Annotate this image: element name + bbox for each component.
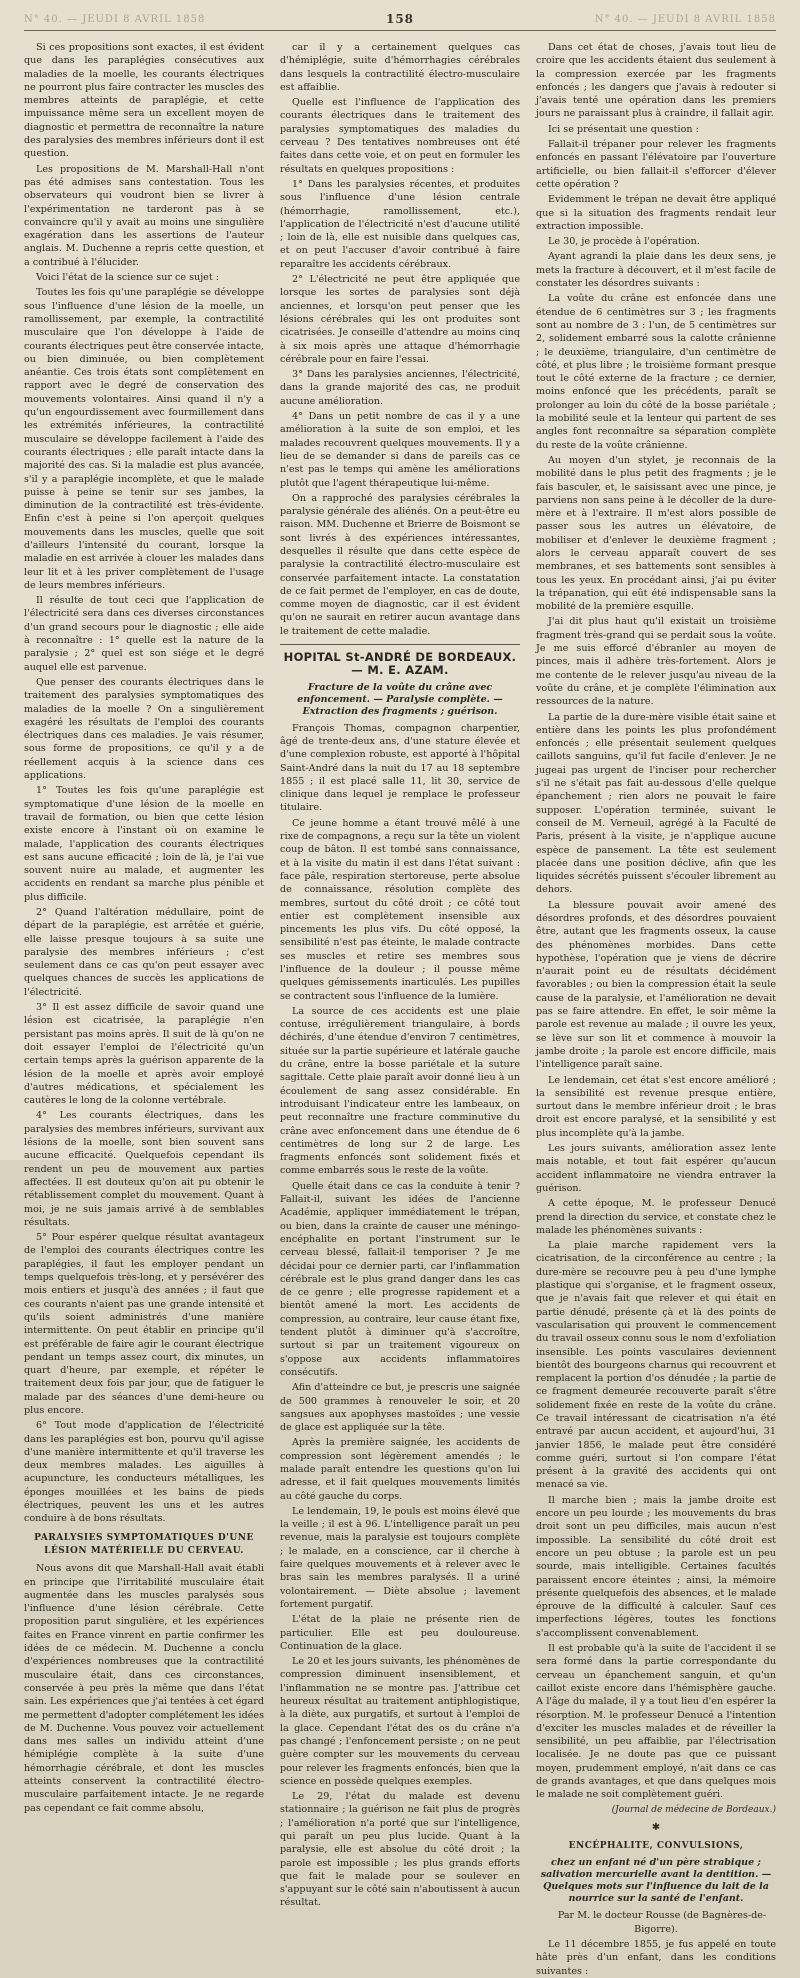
paragraph: Le 30, je procède à l'opération. — [548, 236, 700, 248]
paragraph: Ayant agrandi la plaie dans les deux sens, je mets la fracture à découvert, et il m'est facile de constater les désordres suivants : — [536, 251, 776, 290]
paragraph: Les propositions de M. Marshall-Hall n'ont pas été admises sans contestation. Tous les observateurs qui voudront bien se livrer à l'expérimentation ne tarderont pas à se convaincre qu'il y avait au moins une singulière exagération dans les assertions de l'auteur anglais. M. Duchenne a repris cette question, et a contribué à l'élucider. — [24, 163, 264, 268]
paragraph: 4° Dans un petit nombre de cas il y a une amélioration à la suite de son emploi, et les malades recouvrent quelques mouvements. Il y a lieu de se demander si dans de pareils cas ce n'est pas le temps qui amène les améliorations plutôt que l'agent thérapeutique lui-même. — [280, 411, 520, 489]
paragraph: François Thomas, compagnon charpentier, âgé de trente-deux ans, d'une stature élevée et d'une complexion robuste, est apporté à l'hôpital Saint-André dans la nuit du 17 au 18 septembre 1855 ; il est placé salle 11, lit 30, service de clinique dans lequel je remplace le professeur titulaire. — [280, 722, 520, 814]
paragraph: Le 29, l'état du malade est devenu stationnaire ; la guérison ne fait plus de progrès ; l'amélioration n'a porté que sur l'intelligence, qui paraît un peu plus lucide. Quant à la paralysie, elle est absolue du côté droit ; la parole est impossible ; les plus grands efforts que fait le malade pour se soulever en s'appuyant sur le côté sain n'aboutissent à aucun résultat. — [280, 1791, 520, 1909]
paragraph: 2° L'électricité ne peut être appliquée que lorsque les sortes de paralysies sont déjà anciennes, et lorsqu'on peut penser que les lésions cérébrales qui les ont produites sont cicatrisées. Je conseille d'attendre au moins cinq à six mois après une attaque d'hémorrhagie cérébrale pour en faire l'essai. — [280, 274, 520, 365]
divider — [280, 644, 520, 645]
paragraph: Que penser des courants électriques dans le traitement des paralysies symptomatiques des maladies de la moelle ? On a singulièrement exagéré les résultats de l'emploi des courants électriques dans ces maladies. Je vais résumer, sous forme de propositions, ce qu'il y a de réellement acquis à la science dans ces applications. — [24, 676, 264, 782]
paragraph: Il est probable qu'à la suite de l'accident il se sera formé dans la partie correspondante du cerveau un épanchement sanguin, et qu'un caillot existe encore dans l'hémisphère gauche. A l'âge du malade, il y a tout lieu d'en espérer la résorption. M. le professeur Denucé a l'intention d'exciter les muscles malades et de réveiller la sensibilité, un peu affaiblie, par l'électrisation localisée. Je ne doute pas que ce puissant moyen, prudemment employé, n'ait dans ce cas de grands avantages, et que dans quelques mois le malade ne soit complètement guéri. — [536, 1643, 776, 1801]
column-1-text-2 — [24, 1562, 264, 1815]
paragraph: Nous avons dit que Marshall-Hall avait établi en principe que l'irritabilité musculaire était augmentée dans les muscles paralysés sous l'influence d'une lésion cérébrale. Cette proposition parut singulière, et les expériences faites en France vinrent en partie confirmer les idées de ce médecin. M. Duchenne a conclu d'expériences nombreuses que la contractilité musculaire était, dans ces circonstances, conservée à peu près la même que dans l'état sain. Les expériences que j'ai tentées à cet égard me permettent d'adopter complétement les idées de M. Duchenne. Vous pouvez voir actuellement dans mes salles un individu atteint d'une hémiplégie complète à la suite d'une hémorrhagie cérébrale, et dont les muscles atteints conservent la contractilité électro-musculaire parfaitement intacte. Je ne regarde pas cependant ce fait comme absolu, — [24, 1563, 264, 1814]
paragraph: Evidemment le trépan ne devait être appliqué que si la situation des fragments rendait leur extraction impossible. — [536, 194, 776, 232]
header-left: N° 40. — JEUDI 8 AVRIL 1858 — [24, 13, 206, 25]
paragraph: Il résulte de tout ceci que l'application de l'électricité sera dans ces diverses circonstances d'un grand secours pour le diagnostic ; elle aide à reconnaître : 1° quelle est la nature de la paralysie ; 2° quel est son siége et le degré auquel elle est parvenue. — [24, 595, 264, 673]
paragraph: Le 20 et les jours suivants, les phénomènes de compression diminuent insensiblement, et l'inflammation ne se montre pas. J'attribue cet heureux résultat au traitement antiphlogistique, à la diète, aux purgatifs, et surtout à l'emploi de la glace. Cependant l'état des os du crâne n'a pas changé ; l'enfoncement persiste ; on ne peut guère compter sur les mouvements du cerveau pour relever les fragments enfoncés, bien que la science en possède quelques exemples. — [280, 1656, 520, 1787]
case-heading: Fracture de la voûte du crâne avec enfoncement. — Paralysie complète. — Extraction des fragments ; guérison. — [297, 681, 503, 717]
star-ornament-icon: ✱ — [651, 1821, 661, 1833]
column-2-text — [280, 41, 520, 638]
paragraph: Toutes les fois qu'une paraplégie se développe sous l'influence d'une lésion de la moelle, un ramollissement, par exemple, la contractilité musculaire que l'on développe à l'aide de courants électriques peut être conservée intacte, ou bien diminuée, ou bien complètement anéantie. Ces trois états sont complètement en rapport avec le degré de conservation des mouvements volontaires. Ainsi quand il n'y a qu'un engourdissement avec fourmillement dans les extrémités inférieures, la contractilité musculaire se développe facilement à l'aide des courants électriques ; elle paraît intacte dans la majorité des cas. Si la maladie est plus avancée, s'il y a paraplégie incomplète, et que le malade puisse à peine se tenir sur ses jambes, la diminution de la contractilité est très-évidente. Enfin c'est à peine si l'on aperçoit quelques mouvements dans les muscles, quelle que soit d'ailleurs l'intensité du courant, lorsque la maladie en est arrivée à clouer les malades dans leur lit et à les priver complètement de l'usage de leurs membres inférieurs. — [24, 287, 264, 591]
paragraph: On a rapproché des paralysies cérébrales la paralysie générale des aliénés. On a peut-être eu raison. MM. Duchenne et Brierre de Boismont se sont livrés à des expériences intéressantes, desquelles il résulte que dans cette espèce de paralysie la contractilité électro-musculaire est conservée parfaitement intacte. La constatation de ce fait permet de l'employer, en cas de doute, comme moyen de diagnostic, car il est évident qu'on ne saurait en retirer aucun avantage dans le traitement de cette maladie. — [280, 492, 520, 637]
header-right: N° 40. — JEUDI 8 AVRIL 1858 — [594, 13, 776, 25]
paragraph: 1° Dans les paralysies récentes, et produites sous l'influence d'une lésion centrale (hémorrhagie, ramollissement, etc.), l'application de l'électricité n'est d'aucune utilité ; loin de là, elle est nuisible dans quelques cas, et on peut l'accuser d'avoir contribué à faire reparaître les accidents cérébraux. — [280, 178, 520, 270]
hospital-title: HOPITAL St-ANDRÉ DE BORDEAUX. — M. E. AZAM. — [283, 650, 517, 678]
paragraph: Voici l'état de la science sur ce sujet : — [36, 272, 220, 284]
paragraph: Quelle est l'influence de l'application des courants électriques dans le traitement des paralysies symptomatiques des maladies du cerveau ? Des tentatives nombreuses ont été faites dans cette voie, et on peut en formuler les résultats en quelques propositions : — [280, 97, 520, 175]
paragraph: L'état de la plaie ne présente rien de particulier. Elle est peu douloureuse. Continuation de la glace. — [280, 1614, 520, 1652]
paragraph: La blessure pouvait avoir amené des désordres profonds, et des désordres pouvaient être, autant que les fragments osseux, la cause des phénomènes morbides. Dans cette hypothèse, l'opération que je viens de décrire n'aurait point eu de résultats décidément favorables ; ou bien la compression était la seule cause de la paralysie, et l'amélioration ne devait pas se faire attendre. En effet, le soir même la parole est revenue au malade ; il ouvre les yeux, se lève sur son lit et commence à mouvoir la jambe droite ; la parole est encore difficile, mais l'intelligence paraît saine. — [536, 899, 776, 1071]
paragraph: Ici se présentait une question : — [548, 123, 699, 135]
paragraph: car il y a certainement quelques cas d'hémiplégie, suite d'hémorrhagies cérébrales dans lesquels la contractilité électro-musculaire est affaiblie. — [280, 42, 520, 93]
paragraph: La partie de la dure-mère visible était saine et entière dans les points les plus profondément enfoncés ; elle présentait seulement quelques caillots sanguins, qu'il fut facile d'enlever. Je ne jugeai pas urgent de l'inciser pour rechercher s'il ne s'était pas fait au-dessous d'elle quelque épanchement ; rien alors ne pouvait le faire supposer. L'opération terminée, suivant le conseil de M. Verneuil, agrégé à la Faculté de Paris, présent à la visite, je n'applique aucune espèce de pansement. La tête est seulement placée dans une position déclive, afin que les liquides sécrétés puissent s'écouler librement au dehors. — [536, 711, 776, 896]
last-paragraph: Le 11 décembre 1855, je fus appelé en toute hâte près d'un enfant, dans les conditions suivantes : — [536, 1939, 776, 1977]
paragraph: Quelle était dans ce cas la conduite à tenir ? Fallait-il, suivant les idées de l'ancienne Académie, appliquer immédiatement le trépan, ou bien, dans la crainte de causer une méningo-encéphalite en portant l'instrument sur le cerveau blessé, fallait-il temporiser ? Je me décidai pour ce dernier parti, car l'inflammation cérébrale est le plus grand danger dans les cas de ce genre ; elle progresse rapidement et a bientôt amené la mort. Les accidents de compression, au contraire, leur cause étant fixe, tendent plutôt à diminuer qu'à s'accroître, surtout si par un traitement vigoureux on s'oppose aux accidents inflammatoires consécutifs. — [280, 1180, 520, 1378]
column-2 — [280, 41, 520, 1978]
paragraph: Fallait-il trépaner pour relever les fragments enfoncés en passant l'élévatoire par l'ouverture artificielle, ou bien fallait-il s'efforcer d'élever cette opération ? — [536, 139, 776, 190]
paragraph: La voûte du crâne est enfoncée dans une étendue de 6 centimètres sur 3 ; les fragments sont au nombre de 3 : l'un, de 5 centimètres sur 2, solidement embarré sous la calotte crânienne ; le deuxième, triangulaire, d'un centimètre de côté, et plus libre ; le troisième formant presque tout le côté externe de la fracture ; ce dernier, moins enfoncé que les précédents, paraît se prolonger au loin du côté de la bosse pariétale ; la mobilité seule et la lenteur qui partent de ses angles font reconnaître sa séparation complète du reste de la voûte crânienne. — [536, 293, 776, 451]
page-header — [24, 8, 776, 31]
encephalite-subheading: chez un enfant né d'un père strabique ; salivation mercurielle avant la dentition. — Quelques mots sur l'influence du lait de la nourrice sur la santé de l'enfant. — [540, 1857, 772, 1905]
paragraph: Le lendemain, cet état s'est encore amélioré ; la sensibilité est revenue presque entière, surtout dans le membre inférieur droit ; le bras droit est encore paralysé, et la sensibilité y est plus incomplète qu'à la jambe. — [536, 1074, 776, 1139]
paragraph: 6° Tout mode d'application de l'électricité dans les paraplégies est bon, pourvu qu'il agisse d'une manière intermittente et qu'il traverse les deux membres malades. Les aiguilles à acupuncture, les conducteurs métalliques, les éponges mouillées et les bains de pieds électriques, peuvent les uns et les autres conduire à de bons résultats. — [24, 1420, 264, 1525]
section-title-cerveau: PARALYSIES SYMPTOMATIQUES D'UNE LÉSION MATÉRIELLE DU CERVEAU. — [34, 1532, 254, 1556]
paragraph: Si ces propositions sont exactes, il est évident que dans les paraplégies consécutives aux maladies de la moelle, les courants électriques ne pourront plus faire contracter les muscles des membres atteints de paraplégie, et cette impuissance même sera un excellent moyen de diagnostic et permettra de reconnaître la nature des paralysies des membres inférieurs dont il est question. — [24, 42, 264, 160]
column-3-text — [536, 41, 776, 1802]
paragraph: Afin d'atteindre ce but, je prescris une saignée de 500 grammes à renouveler le soir, et 20 sangsues aux apophyses mastoïdes ; une vessie de glace est appliquée sur la tête. — [280, 1382, 520, 1434]
column-1 — [24, 41, 264, 1978]
paragraph: 1° Toutes les fois qu'une paraplégie est symptomatique d'une lésion de la moelle en travail de formation, ou bien que cette lésion existe encore à l'instant où on examine le malade, l'application des courants électriques est sans aucune efficacité ; loin de là, je l'ai vue souvent nuire au malade, et augmenter les accidents en rendant sa marche plus pénible et plus difficile. — [24, 785, 264, 903]
paragraph: 5° Pour espérer quelque résultat avantageux de l'emploi des courants électriques contre les paraplégies, il faut les employer pendant un temps quelquefois très-long, et y persévérer des mois entiers et jusqu'à des années ; il faut que ces courants n'aient pas une grande intensité et qu'ils soient administrés d'une manière intermittente. On peut établir en principe qu'il est préférable de faire agir le courant électrique pendant un temps assez court, dix minutes, un quart d'heure, par exemple, et répéter le traitement deux fois par jour, que de fatiguer le malade par des séances d'une demi-heure ou plus encore. — [24, 1232, 264, 1416]
paragraph: La source de ces accidents est une plaie contuse, irrégulièrement triangulaire, à bords déchirés, d'une étendue d'environ 7 centimètres, située sur la partie supérieure et latérale gauche du crâne, entre la bosse pariétale et la suture sagittale. Cette plaie paraît avoir donné lieu à un écoulement de sang assez considérable. En introduisant l'indicateur entre les lambeaux, on peut reconnaître une fracture comminutive du crâne avec enfoncement dans une étendue de 6 centimètres de long sur 2 de large. Les fragments enfoncés sont solidement fixés et comme embarrés sous le reste de la voûte. — [280, 1005, 520, 1177]
paragraph: 3° Dans les paralysies anciennes, l'électricité, dans la grande majorité des cas, ne produit aucune amélioration. — [280, 369, 520, 407]
author-line: Par M. le docteur Rousse (de Bagnères-de-Bigorre). — [557, 1910, 767, 1935]
paragraph: Les jours suivants, amélioration assez lente mais notable, et tout fait espérer qu'aucun accident inflammatoire ne viendra entraver la guérison. — [536, 1143, 776, 1194]
column-3 — [536, 41, 776, 1978]
paragraph: Il marche bien ; mais la jambe droite est encore un peu lourde ; les mouvements du bras droit sont un peu difficiles, mais aucun n'est impossible. La sensibilité du côté droit est encore un peu obtuse ; la parole est un peu sourde, mais intelligible. Certaines facultés paraissent encore éteintes ; ainsi, la mémoire présente quelquefois des absences, et le malade éprouve de la difficulté à calculer. Sauf ces imperfections légères, toutes les fonctions s'accomplissent convenablement. — [536, 1494, 776, 1639]
section-title-encephalite: ENCÉPHALITE, CONVULSIONS, — [568, 1841, 744, 1852]
paragraph: Après la première saignée, les accidents de compression sont légèrement amendés ; le malade paraît entendre les questions qu'on lui adresse, et il fait quelques mouvements limités au côté gauche du corps. — [280, 1437, 520, 1502]
paragraph: A cette époque, M. le professeur Denucé prend la direction du service, et constate chez le malade les phénomènes suivants : — [536, 1198, 776, 1236]
paragraph: 3° Il est assez difficile de savoir quand une lésion est cicatrisée, la paraplégie n'en persistant pas moins après. Il suit de là qu'on ne doit essayer l'emploi de l'électricité qu'un certain temps après la guérison apparente de la lésion de la moelle et après avoir employé d'autres médications, et spécialement les cautères le long de la colonne vertébrale. — [24, 1002, 264, 1107]
paragraph: Le lendemain, 19, le pouls est moins élevé que la veille ; il est à 96. L'intelligence paraît un peu revenue, mais la paralysie est toujours complète ; le malade, en a conscience, car il cherche à faire quelques mouvements et à relever avec le bras sain les membres paralysés. Il a uriné volontairement. — Diète absolue ; lavement fortement purgatif. — [280, 1505, 520, 1610]
source-citation: (Journal de médecine de Bordeaux.) — [611, 1804, 776, 1815]
column-2-case-text — [280, 722, 520, 1910]
page-number: 158 — [385, 12, 415, 26]
paragraph: Ce jeune homme a étant trouvé mêlé à une rixe de compagnons, a reçu sur la tête un violent coup de bâton. Il est tombé sans connaissance, et à la visite du matin il est dans l'état suivant : face pâle, respiration stertoreuse, perte absolue de connaissance, résolution complète des membres, surtout du côté droit ; ce côté tout entier est complètement insensible aux pincements les plus vifs. Du côté opposé, la sensibilité n'est pas éteinte, le malade contracte ses muscles et retire ses membres sous l'influence de la douleur ; il pousse même quelques gémissements inarticulés. Les pupilles se contractent sous l'influence de la lumière. — [280, 817, 520, 1002]
column-1-text — [24, 41, 264, 1526]
paragraph: Au moyen d'un stylet, je reconnais de la mobilité dans le plus petit des fragments ; je le fais basculer, et, le saisissant avec une pince, je parviens non sans peine à le décoller de la dure-mère et à l'extraire. Il m'est alors possible de passer sous les autres un élévatoire, de mobiliser et d'enlever le deuxième fragment ; alors le cerveau apparaît couvert de ses membranes, et ses battements sont sensibles à tous les yeux. En procédant ainsi, j'ai pu éviter la trépanation, qui eût été indispensable sans la mobilité de la première esquille. — [536, 454, 776, 613]
article-columns — [24, 41, 776, 1977]
paragraph: 4° Les courants électriques, dans les paralysies des membres inférieurs, survivant aux lésions de la moelle, sont bien souvent sans aucune efficacité. Quelquefois cependant ils rendent un peu de mouvement aux parties affectées. Il est douteux qu'on ait pu obtenir le rétablissement complet du mouvement. Quant à moi, je ne suis jamais arrivé à de semblables résultats. — [24, 1110, 264, 1228]
paragraph: La plaie marche rapidement vers la cicatrisation, de la circonférence au centre ; la dure-mère se recouvre peu à peu d'une lymphe plastique qui s'organise, et le fragment osseux, que je n'avais fait que relever et qui était en partie dénudé, présente çà et là des points de vascularisation qui prouvent le commencement du travail osseux connu sous le nom d'exfoliation insensible. Les points vasculaires deviennent bientôt des bourgeons charnus qui recouvrent et remplacent la portion d'os dénudée ; la partie de ce fragment demeurée recouverte paraît s'être solidement fixée en reste de la voûte du crâne. Ce travail intéressant de cicatrisation n'a été entravé par aucun accident, et aujourd'hui, 31 janvier 1856, le malade peut être considéré comme guéri, surtout si l'on compare l'état présent à la gravité des accidents qui ont menacé sa vie. — [536, 1240, 776, 1491]
paragraph: J'ai dit plus haut qu'il existait un troisième fragment très-grand qui se perdait sous la voûte. Je me suis efforcé d'ébranler au moyen de pinces, mais il adhère très-fortement. Alors je me contente de le relever jusqu'au niveau de la voûte du crâne, et je complète l'élimination aux ressources de la nature. — [536, 616, 776, 708]
paragraph: 2° Quand l'altération médullaire, point de départ de la paraplégie, est arrêtée et guérie, elle laisse presque toujours à sa suite une paralysie des membres inférieurs ; c'est seulement dans ce cas qu'on peut essayer avec quelques chances de succès les applications de l'électricité. — [24, 907, 264, 998]
paragraph: Dans cet état de choses, j'avais tout lieu de croire que les accidents étaient dus seulement à la compression exercée par les fragments enfoncés ; les dangers que j'avais à redouter si j'avais tenté une opération dans les premiers jours ne paraissant plus à craindre, il fallait agir. — [536, 42, 776, 120]
